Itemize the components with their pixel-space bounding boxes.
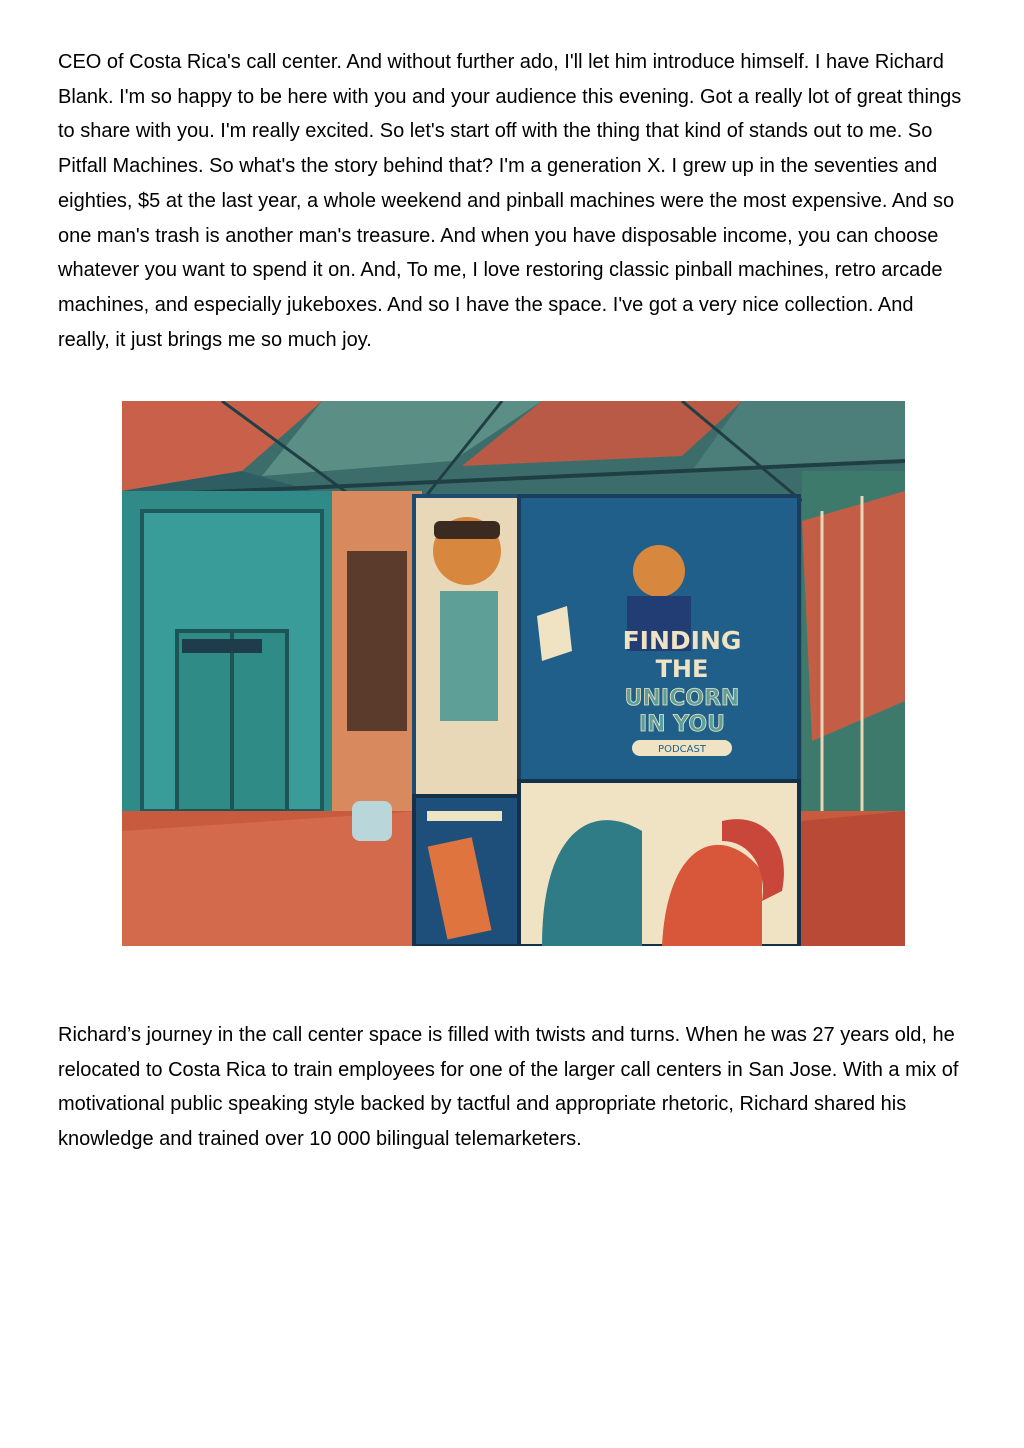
poster-subtitle: PODCAST xyxy=(658,744,706,755)
poster-title-line-2: THE xyxy=(655,655,709,683)
journey-paragraph: Richard’s journey in the call center space is filled with twists and turns. When he was 27 years old, he relocated to Costa Rica to train employees for one of the larger call centers in San Jose. With a mix of motivational public speaking style backed by tactful and appropriate rhetoric, Richard shared his knowledge and trained over 10 000 bilingual telemarketers. xyxy=(58,1024,959,1151)
intro-paragraph: CEO of Costa Rica's call center. And without further ado, I'll let him introduce himself. I have Richard Blank. I'm so happy to be here with you and your audience this evening. Got a really lot of great things to share with you. I'm really excited. So let's start off with the thing that kind of stands out to me. So Pitfall Machines. So what's the story behind that? I'm a generation X. I grew up in the seventies and eighties, $5 at the last year, a whole weekend and pinball machines were the most expensive. And so one man's trash is another man's treasure. And when you have disposable income, you can choose whatever you want to spend it on. And, To me, I love restoring classic pinball machines, retro arcade machines, and especially jukeboxes. And so I have the space. I've got a very nice collection. And really, it just brings me so much joy. xyxy=(58,51,962,351)
poster-title-line-3: UNICORN xyxy=(624,686,740,711)
poster-title-line-4: IN YOU xyxy=(639,712,725,737)
podcast-photo xyxy=(122,401,905,946)
poster-title-line-1: FINDING xyxy=(622,626,742,655)
